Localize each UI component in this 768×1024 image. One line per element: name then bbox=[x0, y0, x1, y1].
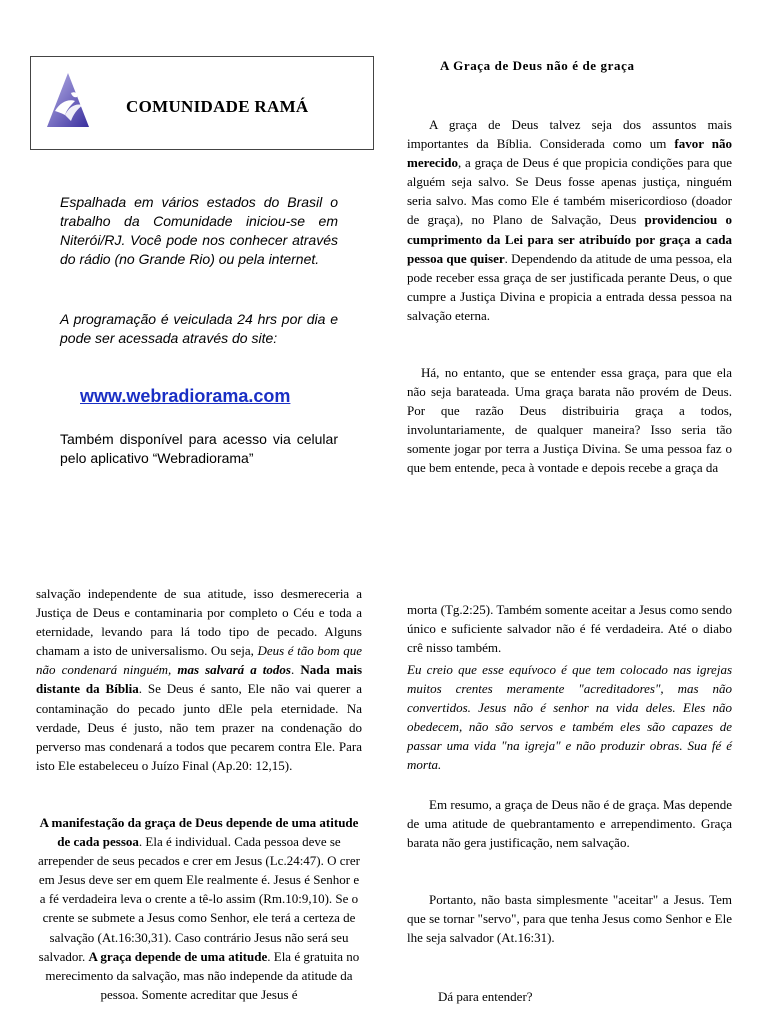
text-run: . Ela é gratuita no merecimento da salvação, mas não independe da atitude da pessoa. Somente acreditar que Jesus é bbox=[45, 948, 360, 1002]
article-paragraph bbox=[407, 115, 732, 325]
dove-logo-icon bbox=[45, 71, 91, 135]
text-run: favor não merecido bbox=[407, 136, 732, 171]
text-run: . Ela é individual. Cada pessoa deve se arrepender de seus pecados e crer em Jesus (Lc.24:47). O crer em Jesus deve ser em quem Ele realmente é. Jesus é Senhor e a fé verdadeira leva o crente a tê-lo assim (Rm.10:9,10). Se o crente se submete a Jesus como Senhor, ele terá a certeza de salvação (At.16:30,31). Caso contrário Jesus não será seu salvador. bbox=[38, 834, 360, 964]
text-run: A graça depende de uma atitude bbox=[88, 948, 268, 964]
text-run: . Se Deus é santo, Ele não vai querer a contaminação do pecado junto dEle pela eternidade. Na verdade, Deus é justo, não tem prazer na condenação do perverso mas condenará a todos que pecarem contra Ele. Para isto Ele estabeleceu o Juízo Final (Ap.20: 12,15). bbox=[36, 681, 363, 773]
text-run: Deus é tão bom que não condenará ninguém, bbox=[36, 643, 363, 678]
text-run: Nada mais distante da Bíblia bbox=[36, 662, 363, 697]
article-paragraph: Há, no entanto, que se entender essa graça, para que ela não seja barateada. Uma graça barata não provém de Deus. Por que razão Deus distribuiria graça a todos, involuntariamente, de qualquer maneira? Isso seria tão somente jogar por terra a Justiça Divina. Se uma pessoa faz o que bem entende, peca à vontade e depois recebe a graça da bbox=[407, 365, 732, 476]
article-paragraph: Portanto, não basta simplesmente "aceitar" a Jesus. Tem que se tornar "servo", para que tenha Jesus como Senhor e Ele lhe seja salvador (At.16:31). bbox=[407, 892, 732, 946]
website-link[interactable]: www.webradiorama.com bbox=[80, 386, 291, 406]
text-run: mas salvará a todos bbox=[177, 662, 291, 678]
article-paragraph: morta (Tg.2:25). Também somente aceitar a Jesus como sendo único e suficiente salvador não é fé verdadeira. Até o diabo crê nisso também. bbox=[407, 602, 732, 656]
text-run: salvação independente de sua atitude, isso desmereceria a Justiça de Deus e contaminaria por completo o Céu e toda a eternidade, levando para lá todo tipo de pecado. Alguns chamam a isto de universalismo. Ou seja, bbox=[36, 586, 362, 659]
article-paragraph: Eu creio que esse equívoco é que tem colocado nas igrejas muitos crentes meramente "acreditadores", mas não convertidos. Jesus não é senhor na vida deles. Eles não obedecem, não são servos e também eles são capazes de passar uma vida "na igreja" e não produzir obras. Sua fé é morta. bbox=[407, 662, 732, 773]
article-paragraph: Em resumo, a graça de Deus não é de graça. Mas depende de uma atitude de quebrantamento e arrependimento. Graça barata não gera justificação, nem salvação. bbox=[407, 797, 732, 851]
app-availability-text: Também disponível para acesso via celular pelo aplicativo “Webradiorama” bbox=[60, 431, 338, 466]
text-run: . bbox=[290, 662, 301, 678]
closing-question: Dá para entender? bbox=[438, 989, 533, 1004]
text-run: A manifestação da graça de Deus depende de uma atitude de cada pessoa bbox=[39, 815, 359, 850]
text-run: . Dependendo da atitude de uma pessoa, ela pode receber essa graça de ser justificada perante Deus, o que cumpre a Justiça Divina e propicia a entrada dessa pessoa na salvação eterna. bbox=[407, 250, 732, 323]
article-paragraph bbox=[36, 813, 362, 1004]
intro-paragraph: Espalhada em vários estados do Brasil o trabalho da Comunidade iniciou-se em Niterói/RJ. Você pode nos conhecer através do rádio (no Grande Rio) ou pela internet. bbox=[60, 194, 338, 267]
org-name: COMUNIDADE RAMÁ bbox=[126, 97, 309, 116]
header-box bbox=[30, 56, 374, 150]
text-run: providenciou o cumprimento da Lei para ser atribuído por graça a cada pessoa que quiser bbox=[407, 212, 733, 266]
intro-paragraph: A programação é veiculada 24 hrs por dia e pode ser acessada através do site: bbox=[60, 311, 338, 346]
text-run: A graça de Deus talvez seja dos assuntos mais importantes da Bíblia. Considerada como um bbox=[407, 117, 732, 152]
article-paragraph bbox=[36, 584, 362, 775]
text-run: , a graça de Deus é que propicia condições para que alguém seja salvo. Se Deus fosse apenas justiça, ninguém seria salvo. Mas como Ele é também misericordioso (doador de graça), no Plano de Salvação, Deus bbox=[407, 155, 732, 228]
article-title: A Graça de Deus não é de graça bbox=[440, 58, 635, 73]
